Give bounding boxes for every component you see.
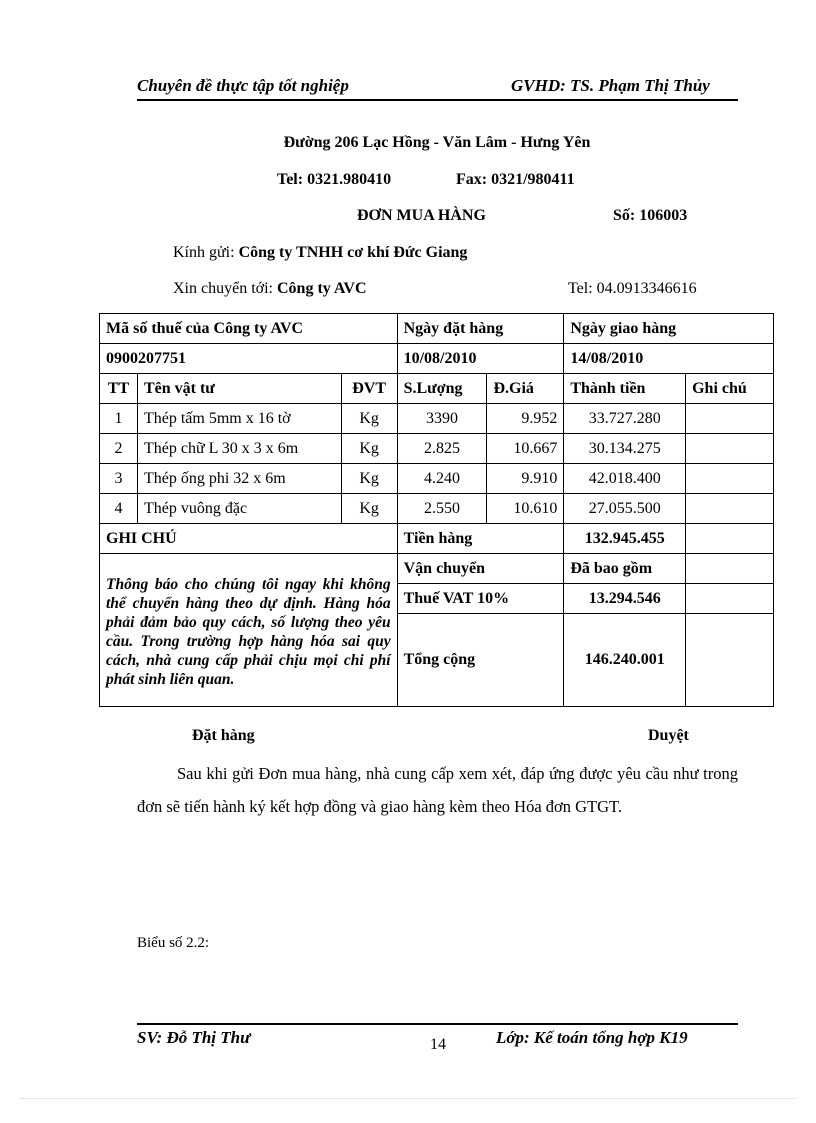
header-rule [137,99,738,101]
row-note [686,464,774,494]
order-title: ĐƠN MUA HÀNG [357,207,486,224]
row-price: 10.610 [487,494,564,524]
col-name: Tên vật tư [137,374,341,404]
row-name: Thép chữ L 30 x 3 x 6m [137,434,341,464]
recipient-label: Kính gửi: [173,244,235,261]
col-unit: ĐVT [341,374,397,404]
row-tt: 3 [100,464,138,494]
notes-text: Thông báo cho chúng tôi ngay khi không thể chuyển hàng theo dự định. Hàng hóa phải đảm bảo quy cách, số lượng theo yêu cầu. Trong trường hợp hàng hóa sai quy cách, nhà cung cấp phải chịu mọi chi phí phát sinh liên quan. [100,554,398,707]
total-label: Tổng cộng [397,614,564,707]
recipient-line [173,244,467,262]
shipping-row [100,554,774,584]
table-row [100,494,774,524]
table-row [100,464,774,494]
header-left: Chuyên đề thực tập tốt nghiệp [137,76,349,95]
row-amount: 42.018.400 [564,464,686,494]
delivery-date-value: 14/08/2010 [564,344,774,374]
shipping-value: Đã bao gồm [564,554,686,584]
col-qty: S.Lượng [397,374,487,404]
delivery-date-label: Ngày giao hàng [564,314,774,344]
header-right: GVHD: TS. Phạm Thị Thủy [511,76,710,95]
order-date-label: Ngày đặt hàng [397,314,564,344]
row-qty: 4.240 [397,464,487,494]
row-note [686,404,774,434]
goods-value: 132.945.455 [564,524,686,554]
tax-code-label: Mã số thuế của Công ty AVC [100,314,398,344]
row-qty: 3390 [397,404,487,434]
footer-student: SV: Đỗ Thị Thư [137,1028,251,1047]
col-tt: TT [100,374,138,404]
row-note [686,494,774,524]
order-date-value: 10/08/2010 [397,344,564,374]
page-number: 14 [430,1036,446,1053]
body-paragraph: Sau khi gửi Đơn mua hàng, nhà cung cấp xem xét, đáp ứng được yêu cầu như trong đơn sẽ tiến hành ký kết hợp đồng và giao hàng kèm theo Hóa đơn GTGT. [137,764,738,816]
vat-value: 13.294.546 [564,584,686,614]
tax-value-row [100,344,774,374]
footer-class: Lớp: Kế toán tổng hợp K19 [496,1028,688,1047]
order-table [99,313,774,707]
col-note: Ghi chú [686,374,774,404]
row-tt: 2 [100,434,138,464]
column-header-row [100,374,774,404]
footer-rule [137,1023,738,1025]
shipping-label: Vận chuyển [397,554,564,584]
forward-line [173,280,367,298]
order-number: Số: 106003 [613,207,688,224]
col-price: Đ.Giá [487,374,564,404]
row-unit: Kg [341,434,397,464]
notes-heading: GHI CHÚ [100,524,398,554]
row-price: 9.952 [487,404,564,434]
company-tel: Tel: 0321.980410 [277,171,392,188]
tax-code-value: 0900207751 [100,344,398,374]
row-unit: Kg [341,404,397,434]
forward-label: Xin chuyển tới: [173,280,273,297]
total-value: 146.240.001 [564,614,686,707]
table-row [100,434,774,464]
signature-approve: Duyệt [648,727,689,744]
forward-value: Công ty AVC [277,280,367,297]
row-name: Thép vuông đặc [137,494,341,524]
goods-row [100,524,774,554]
row-unit: Kg [341,464,397,494]
row-amount: 30.134.275 [564,434,686,464]
row-name: Thép tấm 5mm x 16 tờ [137,404,341,434]
company-fax: Fax: 0321/980411 [456,171,575,188]
company-address: Đường 206 Lạc Hồng - Văn Lâm - Hưng Yên [283,134,591,151]
row-price: 10.667 [487,434,564,464]
row-tt: 1 [100,404,138,434]
row-price: 9.910 [487,464,564,494]
row-tt: 4 [100,494,138,524]
row-amount: 27.055.500 [564,494,686,524]
forward-tel: Tel: 04.0913346616 [568,280,697,297]
vat-label: Thuế VAT 10% [397,584,564,614]
row-unit: Kg [341,494,397,524]
row-note [686,434,774,464]
table-row [100,404,774,434]
signature-order: Đặt hàng [192,727,255,744]
recipient-value: Công ty TNHH cơ khí Đức Giang [238,244,468,261]
col-amount: Thành tiền [564,374,686,404]
row-name: Thép ống phi 32 x 6m [137,464,341,494]
page-edge-divider [20,1098,796,1099]
row-qty: 2.550 [397,494,487,524]
row-qty: 2.825 [397,434,487,464]
row-amount: 33.727.280 [564,404,686,434]
tax-header-row [100,314,774,344]
goods-label: Tiền hàng [397,524,564,554]
figure-caption: Biểu số 2.2: [137,935,210,951]
